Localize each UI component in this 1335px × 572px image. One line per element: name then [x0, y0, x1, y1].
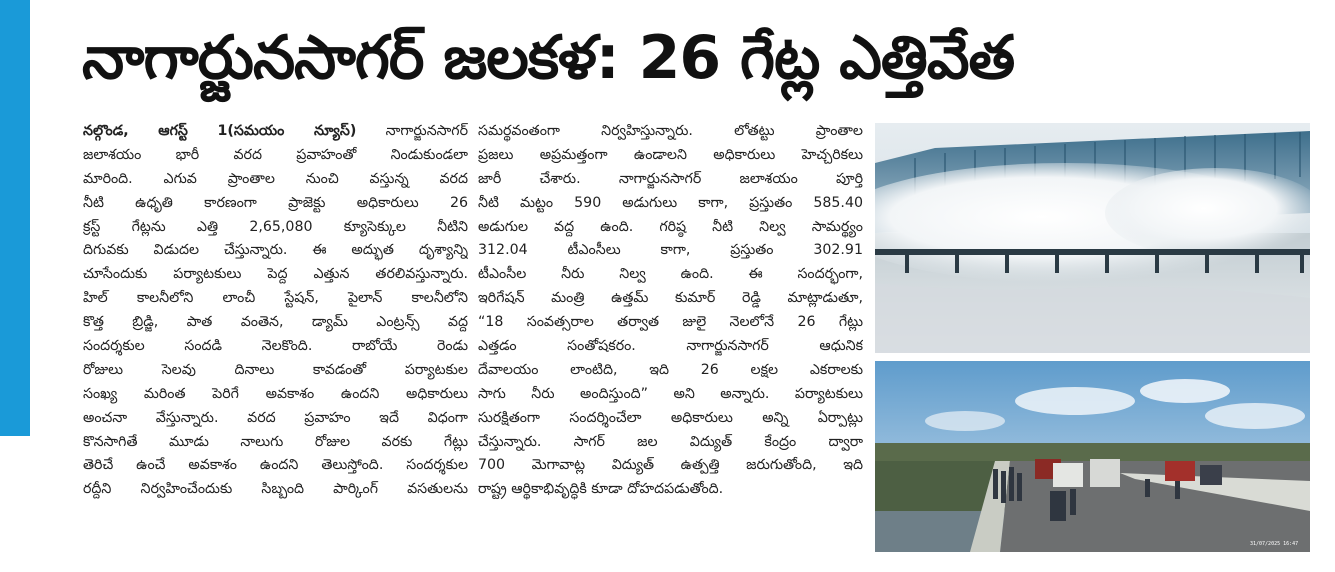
article-line: హిల్ కాలనీలోని లాంచీ స్టేషన్, పైలాన్ కాలనీలోని — [83, 290, 468, 307]
article-line: టీఎంసీల నీరు నిల్వ ఉంది. ఈ సందర్భంగా, — [478, 266, 863, 283]
dam-spillway-photo — [875, 123, 1310, 353]
article-line: ఇరిగేషన్ మంత్రి ఉత్తమ్ కుమార్ రెడ్డి మాట్లాడుతూ, — [478, 290, 863, 307]
article-line: సురక్షితంగా సందర్శించేలా అధికారులు అన్ని ఏర్పాట్లు — [478, 409, 863, 426]
article-line: క్రస్ట్ గేట్లను ఎత్తి 2,65,080 క్యూసెక్కుల నీటిని — [83, 218, 468, 235]
article-line: మారింది. ఎగువ ప్రాంతాల నుంచి వస్తున్న వరద — [83, 170, 468, 187]
article-line: దిగువకు విడుదల చేస్తున్నారు. ఈ అద్భుత దృశ్యాన్ని — [83, 242, 468, 259]
article-line: చేస్తున్నారు. సాగర్ జల విద్యుత్ కేంద్రం ద్వారా — [478, 433, 863, 450]
article-line: రద్దీని నిర్వహించేందుకు సిబ్బంది పార్కింగ్ వసతులను — [83, 481, 468, 498]
photo-timestamp: 31/07/2025 16:47 — [1250, 541, 1299, 547]
article-line: జలాశయం భారీ వరద ప్రవాహంతో నిండుకుండలా — [83, 146, 468, 163]
article-line: ఎత్తడం సంతోషకరం. నాగార్జునసాగర్ ఆధునిక — [478, 338, 863, 355]
article-line: రాష్ట్ర ఆర్థికాభివృద్ధికి కూడా దోహదపడుతోంది. — [478, 481, 724, 498]
article-line: సందర్శకుల సందడి నెలకొంది. రాబోయే రెండు — [83, 338, 468, 355]
article-text: నాగార్జునసాగర్ — [356, 123, 468, 139]
headline: నాగార్జునసాగర్ జలకళ: 26 గేట్ల ఎత్తివేత — [82, 23, 1015, 93]
article-line: నీటి ఉధృతి కారణంగా ప్రాజెక్టు అధికారులు 26 — [83, 194, 468, 211]
article-line: అడుగుల వద్ద ఉంది. గరిష్ఠ నీటి నిల్వ సామర్థ్యం — [478, 218, 863, 235]
article-line: దేవాలయం లాంటిది, ఇది 26 లక్షల ఎకరాలకు — [478, 361, 863, 378]
article-line: ప్రజలు అప్రమత్తంగా ఉండాలని అధికారులు హెచ్చరికలు — [478, 146, 863, 163]
article-line: జారీ చేశారు. నాగార్జునసాగర్ జలాశయం పూర్తి — [478, 170, 863, 187]
article-line: సమర్థవంతంగా నిర్వహిస్తున్నారు. లోతట్టు ప్రాంతాల — [478, 123, 863, 139]
article-line: అంచనా వేస్తున్నారు. వరద ప్రవాహం ఇదే విధంగా — [83, 409, 468, 426]
article-line: కొత్త బ్రిడ్జి, పాత వంతెన, డ్యామ్ ఎంట్రన్స్ వద్ద — [83, 314, 468, 331]
article-line: “18 సంవత్సరాల తర్వాత జులై నెలలోనే 26 గేట్లు — [478, 314, 863, 331]
article-line: 700 మెగావాట్ల విద్యుత్ ఉత్పత్తి జరుగుతోంది, ఇది — [478, 457, 863, 474]
article-line: నీటి మట్టం 590 అడుగులు కాగా, ప్రస్తుతం 585.40 — [478, 194, 863, 211]
dateline: నల్గొండ, ఆగస్ట్ 1(సమయం న్యూస్) — [83, 123, 357, 139]
article-column-1 — [83, 120, 468, 502]
article-line — [83, 120, 468, 144]
article-line: తెరిచే ఉంచే అవకాశం ఉందని తెలుస్తోంది. సందర్శకుల — [83, 457, 468, 474]
article-line: సంఖ్య మరింత పెరిగే అవకాశం ఉందని అధికారులు — [83, 385, 468, 402]
article-line: 312.04 టీఎంసీలు కాగా, ప్రస్తుతం 302.91 — [478, 242, 863, 259]
article-line: కొనసాగితే మూడు నాలుగు రోజుల వరకు గేట్లు — [83, 433, 468, 450]
article-line: రోజులు సెలవు దినాలు కావడంతో పర్యాటకుల — [83, 361, 468, 378]
article-column-2 — [478, 120, 863, 502]
article-line: సాగు నీరు అందిస్తుంది” అని అన్నారు. పర్యాటకులు — [478, 385, 863, 402]
bridge-visitors-photo — [875, 361, 1310, 552]
accent-bar — [0, 0, 30, 436]
article-line: చూసేందుకు పర్యాటకులు పెద్ద ఎత్తున తరలివస్తున్నారు. — [83, 266, 468, 283]
